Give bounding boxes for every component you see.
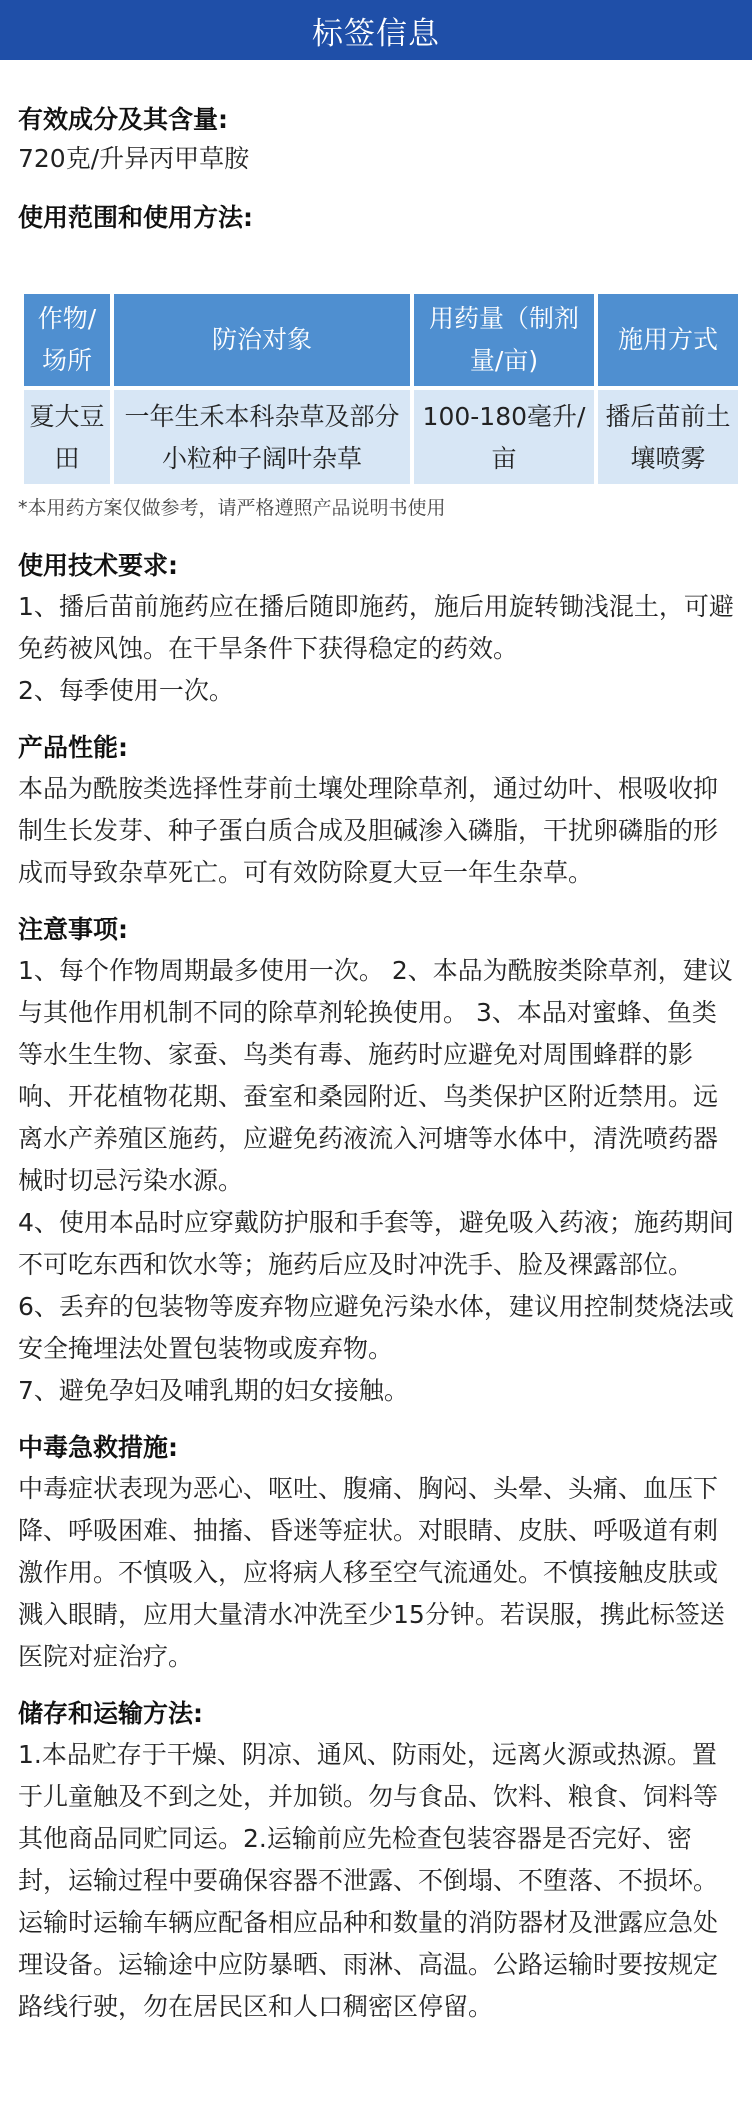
storage-text: 1.本品贮存于干燥、阴凉、通风、防雨处，远离火源或热源。置于儿童触及不到之处，并加锁。勿与食品、饮料、粮食、饲料等其他商品同贮同运。2.运输前应先检查包装容器是否完好、密封，运输过程中要确保容器不泄露、不倒塌、不堕落、不损坏。运输时运输车辆应配备相应品种和数量的消防器材及泄露应急处理设备。运输途中应防暴晒、雨淋、高温。公路运输时要按规定路线行驶，勿在居民区和人口稠密区停留。 <box>18 1740 719 2021</box>
cautions-section <box>18 912 734 1412</box>
cautions-line: 1、每个作物周期最多使用一次。 2、本品为酰胺类除草剂，建议与其他作用机制不同的除草剂轮换使用。 3、本品对蜜蜂、鱼类等水生生物、家蚕、鸟类有毒、施药时应避免对周围蜂群的影响、开花植物花期、蚕室和桑园附近、鸟类保护区附近禁用。远离水产养殖区施药，应避免药液流入河塘等水体中，清洗喷药器械时切忌污染水源。 <box>18 956 733 1195</box>
table-note: *本用药方案仅做参考，请严格遵照产品说明书使用 <box>18 497 446 519</box>
label-content <box>0 102 752 2028</box>
table-cell: 播后苗前土壤喷雾 <box>598 390 738 484</box>
page-header <box>0 0 752 60</box>
tech-section <box>18 548 734 712</box>
ingredients-title: 有效成分及其含量: <box>18 105 228 134</box>
performance-text: 本品为酰胺类选择性芽前土壤处理除草剂，通过幼叶、根吸收抑制生长发芽、种子蛋白质合成及胆碱渗入磷脂，干扰卵磷脂的形成而导致杂草死亡。可有效防除夏大豆一年生杂草。 <box>18 774 719 887</box>
table-cell: 夏大豆田 <box>24 390 110 484</box>
cautions-line: 7、避免孕妇及哺乳期的妇女接触。 <box>18 1376 409 1405</box>
table-header-cell: 防治对象 <box>114 294 410 386</box>
table-header-cell: 用药量（制剂量/亩) <box>414 294 594 386</box>
table-cell: 100-180毫升/亩 <box>414 390 594 484</box>
tech-title: 使用技术要求: <box>18 551 178 580</box>
table-header-row <box>24 294 738 386</box>
table-header-cell: 施用方式 <box>598 294 738 386</box>
performance-section <box>18 730 734 894</box>
cautions-title: 注意事项: <box>18 915 128 944</box>
header-title: 标签信息 <box>312 15 440 52</box>
dosage-table <box>20 294 742 484</box>
usage-title: 使用范围和使用方法: <box>18 203 253 232</box>
ingredients-section <box>18 102 734 180</box>
tech-line: 1、播后苗前施药应在播后随即施药，施后用旋转锄浅混土，可避免药被风蚀。在干旱条件下获得稳定的药效。 <box>18 592 734 663</box>
storage-section <box>18 1696 734 2028</box>
storage-title: 储存和运输方法: <box>18 1699 203 1728</box>
firstaid-text: 中毒症状表现为恶心、呕吐、腹痛、胸闷、头晕、头痛、血压下降、呼吸困难、抽搐、昏迷等症状。对眼睛、皮肤、呼吸道有刺激作用。不慎吸入，应将病人移至空气流通处。不慎接触皮肤或溅入眼睛，应用大量清水冲洗至少15分钟。若误服，携此标签送医院对症治疗。 <box>18 1474 725 1671</box>
firstaid-section <box>18 1430 734 1678</box>
usage-section <box>18 200 734 236</box>
cautions-line: 4、使用本品时应穿戴防护服和手套等，避免吸入药液；施药期间不可吃东西和饮水等；施药后应及时冲洗手、脸及裸露部位。 6、丢弃的包装物等废弃物应避免污染水体，建议用控制焚烧法或安全掩埋法处置包装物或废弃物。 <box>18 1208 734 1363</box>
ingredients-value: 720克/升异丙甲草胺 <box>18 144 250 173</box>
table-header-cell: 作物/场所 <box>24 294 110 386</box>
firstaid-title: 中毒急救措施: <box>18 1433 178 1462</box>
table-cell: 一年生禾本科杂草及部分小粒种子阔叶杂草 <box>114 390 410 484</box>
table-row <box>24 390 738 484</box>
performance-title: 产品性能: <box>18 733 128 762</box>
tech-line: 2、每季使用一次。 <box>18 676 234 705</box>
